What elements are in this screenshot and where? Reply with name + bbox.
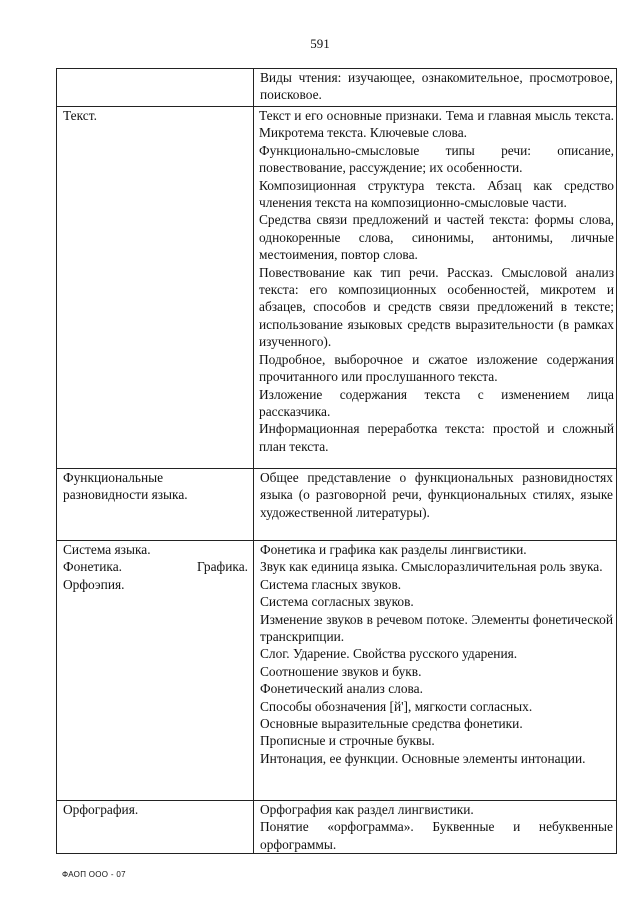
topic-label: Функциональные xyxy=(63,470,164,485)
topic-label: Орфоэпия. xyxy=(63,576,125,592)
topic-cell xyxy=(57,107,254,469)
content-paragraph: Система гласных звуков. xyxy=(260,576,402,592)
topic-cell xyxy=(57,541,254,801)
content-paragraph: Интонация, ее функции. Основные элементы интонации. xyxy=(260,750,586,766)
content-paragraph: Система согласных звуков. xyxy=(260,594,414,610)
content-paragraph: Звук как единица языка. Смыслоразличительная роль звука. xyxy=(260,559,603,575)
topic-label: Система языка. xyxy=(63,542,151,557)
content-paragraph: Слог. Ударение. Свойства русского ударения. xyxy=(260,646,518,662)
content-paragraph: Фонетический анализ слова. xyxy=(260,681,423,697)
content-paragraph: Подробное, выборочное и сжатое изложение содержания прочитанного или прослушанного текста. xyxy=(259,351,614,385)
content-paragraph: Виды чтения: изучающее, ознакомительное, просмотровое, поисковое. xyxy=(260,70,613,103)
topic-label: разновидности языка. xyxy=(63,487,188,503)
content-paragraph: Соотношение звуков и букв. xyxy=(260,663,422,679)
table-row xyxy=(57,107,617,469)
topic-label: Графика. xyxy=(197,559,248,575)
topic-label: Текст. xyxy=(63,108,97,123)
content-paragraph: Средства связи предложений и частей текста: формы слова, однокоренные слова, синонимы, антонимы, личные местоимения, повтор слова. xyxy=(259,212,614,263)
page-number: 591 xyxy=(310,36,330,51)
content-paragraph: Общее представление о функциональных разновидностях языка (о разговорной речи, функциональных стилях, языке художественной литературы). xyxy=(260,470,613,520)
content-paragraph: Изменение звуков в речевом потоке. Элементы фонетической транскрипции. xyxy=(260,611,613,645)
topic-line xyxy=(63,558,250,575)
topic-cell xyxy=(57,469,254,541)
table-row xyxy=(57,469,617,541)
content-paragraph: Композиционная структура текста. Абзац как средство членения текста на композиционно-смысловые части. xyxy=(259,177,614,211)
document-footer: ФАОП ООО - 07 xyxy=(62,870,126,879)
content-paragraph: Текст и его основные признаки. Тема и главная мысль текста. Микротема текста. Ключевые слова. xyxy=(259,108,614,141)
curriculum-table xyxy=(56,68,617,854)
content-paragraph: Орфография как раздел лингвистики. xyxy=(260,802,474,817)
content-paragraph: Информационная переработка текста: простой и сложный план текста. xyxy=(259,421,614,454)
content-cell xyxy=(254,469,617,541)
table-row xyxy=(57,69,617,107)
content-paragraph: Основные выразительные средства фонетики. xyxy=(260,716,523,732)
topic-cell xyxy=(57,69,254,107)
content-paragraph: Понятие «орфограмма». Буквенные и небуквенные орфограммы. xyxy=(260,819,613,852)
content-paragraph: Прописные и строчные буквы. xyxy=(260,733,435,749)
content-paragraph: Фонетика и графика как разделы лингвистики. xyxy=(260,542,527,557)
content-cell xyxy=(254,541,617,801)
content-cell xyxy=(254,801,617,854)
content-paragraph: Способы обозначения [й'], мягкости согласных. xyxy=(260,698,533,714)
table-row xyxy=(57,541,617,801)
content-cell xyxy=(254,69,617,107)
content-paragraph: Изложение содержания текста с изменением лица рассказчика. xyxy=(259,386,614,419)
content-paragraph: Функционально-смысловые типы речи: описание, повествование, рассуждение; их особенности. xyxy=(259,142,614,176)
topic-label: Фонетика. xyxy=(63,559,122,575)
content-paragraph: Повествование как тип речи. Рассказ. Смысловой анализ текста: его композиционных особенностей, микротем и абзацев, способов и средств связи предложений в тексте; использование языковых средств выразительности (в рамках изученного). xyxy=(259,264,614,350)
topic-cell xyxy=(57,801,254,854)
table-row xyxy=(57,801,617,854)
content-cell xyxy=(254,107,617,469)
topic-label: Орфография. xyxy=(63,802,139,817)
